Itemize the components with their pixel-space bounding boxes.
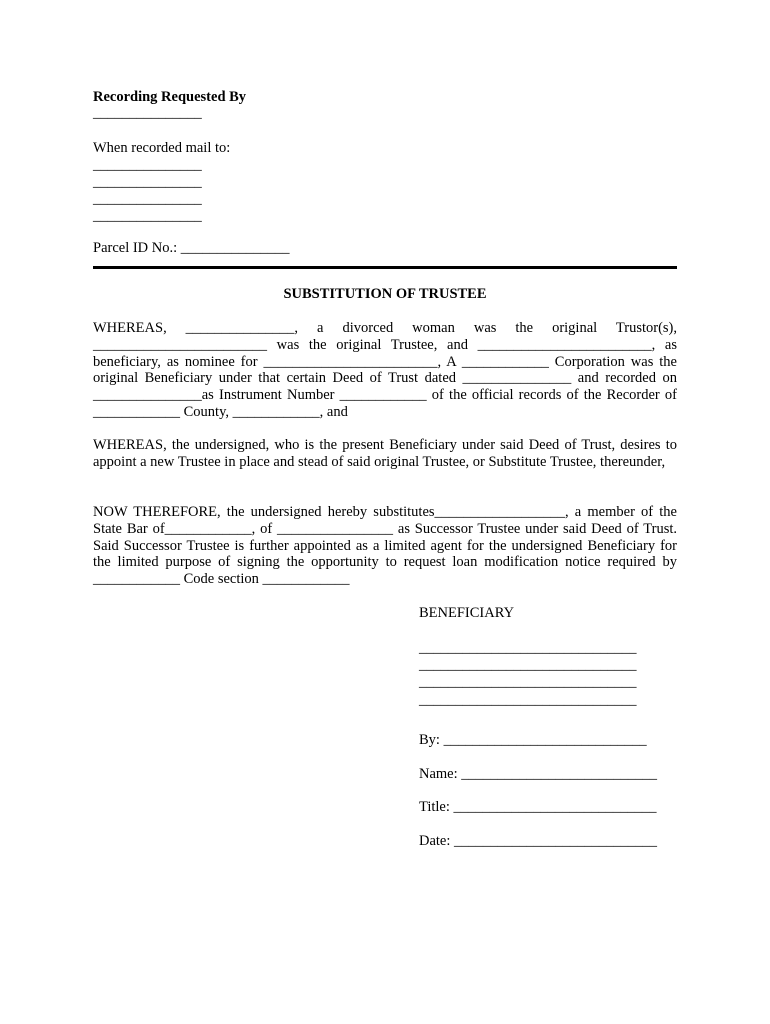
beneficiary-label: BENEFICIARY [419,605,515,621]
beneficiary-line-3: ______________________________ [419,674,637,690]
paragraph-whereas-1: WHEREAS, _______________, a divorced woman was the original Trustor(s), ________________________ was the original Trustee, and ________________________, as beneficiary, as nominee for ________________________, A ____________ Corporation was the original Beneficiary under that certain Deed of Trust dated _______________ and recorded on _______________as Instrument Number ____________ of the official records of the Recorder of ____________ County, ____________, and [93,320,677,420]
signature-title: Title: ____________________________ [419,799,657,815]
recording-requested-by-label: Recording Requested By [93,89,247,105]
parcel-id: Parcel ID No.: _______________ [93,240,290,256]
mail-to-line-4: _______________ [93,208,202,224]
signature-name: Name: ___________________________ [419,766,658,782]
mail-to-line-3: _______________ [93,191,202,207]
beneficiary-line-4: ______________________________ [419,692,637,708]
paragraph-whereas-2: WHEREAS, the undersigned, who is the present Beneficiary under said Deed of Trust, desires to appoint a new Trustee in place and stead of said original Trustee, or Substitute Trustee, thereunder, [93,437,677,470]
recording-requested-by-blank: _______________ [93,105,202,121]
beneficiary-line-2: ______________________________ [419,657,637,673]
signature-by: By: ____________________________ [419,732,647,748]
header-divider [93,266,677,269]
mail-to-label: When recorded mail to: [93,140,231,156]
document-title: SUBSTITUTION OF TRUSTEE [283,286,487,302]
mail-to-line-2: _______________ [93,174,202,190]
signature-date: Date: ____________________________ [419,833,658,849]
beneficiary-line-1: ______________________________ [419,640,637,656]
mail-to-line-1: _______________ [93,157,202,173]
paragraph-now-therefore: NOW THEREFORE, the undersigned hereby substitutes__________________, a member of the State Bar of____________, of ________________ as Successor Trustee under said Deed of Trust. Said Successor Trustee is further appointed as a limited agent for the undersigned Beneficiary for the limited purpose of signing the opportunity to request loan modification notice required by ____________ Code section ____________ [93,504,677,588]
